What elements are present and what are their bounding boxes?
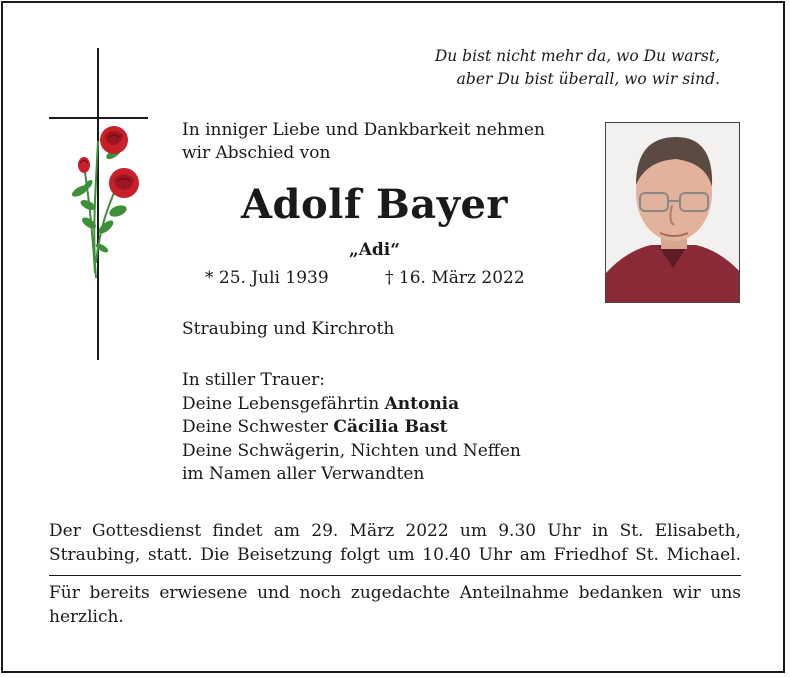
service-line-2: Straubing, statt. Die Beisetzung folgt um 10.40 Uhr am Friedhof St. Michael. [49, 545, 741, 565]
motto [380, 45, 720, 91]
mourner-family: im Namen aller Verwandten [182, 464, 425, 484]
deceased-name: Adolf Bayer [240, 181, 508, 228]
mourner-sister-name: Cäcilia Bast [333, 417, 448, 437]
motto-line-2: aber Du bist überall, wo wir sind. [456, 70, 720, 88]
roses-icon [62, 123, 144, 283]
thanks-text: Für bereits erwiesene und noch zugedachte Anteilnahme bedanken wir uns herzlich. [49, 583, 741, 627]
mourner-relatives: Deine Schwägerin, Nichten und Neffen [182, 440, 521, 461]
mourners-heading: In stiller Trauer: [182, 370, 325, 390]
divider [49, 575, 741, 576]
places: Straubing und Kirchroth [182, 319, 395, 339]
intro-line-2: wir Abschied von [182, 143, 331, 163]
mourner-partner-prefix: Deine Lebensgefährtin [182, 393, 385, 414]
cross-bar [49, 117, 148, 119]
portrait-photo [605, 122, 740, 303]
intro-line-1: In inniger Liebe und Dankbarkeit nehmen [182, 120, 545, 140]
deceased-nickname: „Adi“ [348, 240, 401, 260]
portrait-illustration [606, 123, 740, 303]
mourner-sister [182, 416, 602, 440]
service-info [49, 519, 741, 567]
service-line-1: Der Gottesdienst findet am 29. März 2022 um 9.30 Uhr in St. Elisabeth, [49, 521, 741, 541]
mourner-partner [182, 393, 602, 417]
death-date: † 16. März 2022 [385, 268, 525, 288]
birth-date: * 25. Juli 1939 [205, 268, 329, 288]
motto-line-1: Du bist nicht mehr da, wo Du warst, [434, 47, 720, 65]
mourner-sister-prefix: Deine Schwester [182, 417, 334, 437]
intro-text [182, 119, 582, 165]
mourner-partner-name: Antonia [384, 393, 460, 414]
mourners-list [182, 369, 602, 487]
